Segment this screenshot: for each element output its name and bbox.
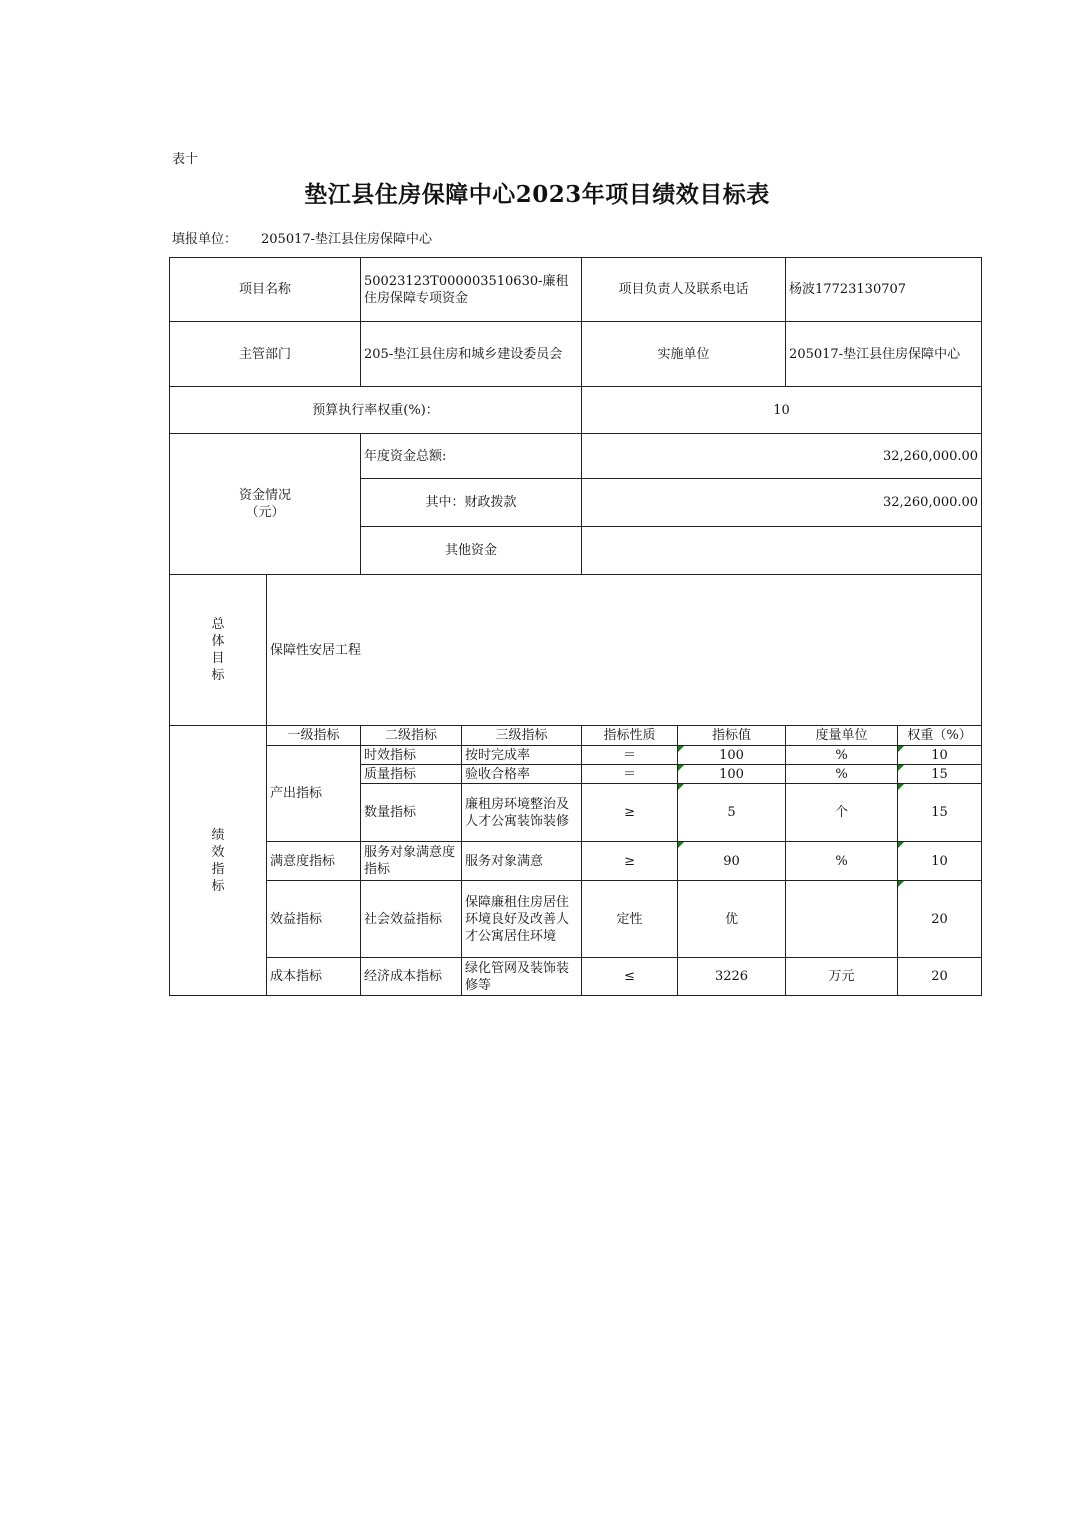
perf-value: 3226 bbox=[678, 958, 786, 996]
perf-nature: ≥ bbox=[582, 842, 678, 881]
perf-unit: 万元 bbox=[786, 958, 898, 996]
perf-l2: 社会效益指标 bbox=[361, 881, 462, 958]
perf-header-weight: 权重（%） bbox=[898, 726, 982, 746]
dept-value: 205-垫江县住房和城乡建设委员会 bbox=[361, 322, 582, 387]
perf-l3: 绿化管网及装饰装修等 bbox=[462, 958, 582, 996]
table-row bbox=[170, 746, 982, 765]
table-number: 表十 bbox=[172, 152, 199, 167]
perf-unit: % bbox=[786, 842, 898, 881]
project-name-value: 50023123T000003510630-廉租住房保障专项资金 bbox=[361, 258, 582, 322]
perf-l2: 服务对象满意度指标 bbox=[361, 842, 462, 881]
perf-l1: 产出指标 bbox=[267, 746, 361, 842]
perf-header-row bbox=[170, 726, 982, 746]
department-row bbox=[170, 322, 982, 387]
table-row bbox=[170, 842, 982, 881]
project-name-label: 项目名称 bbox=[170, 258, 361, 322]
perf-value: 100 bbox=[678, 765, 786, 784]
perf-nature: ＝ bbox=[582, 765, 678, 784]
overall-goal-label: 总体目标 bbox=[170, 575, 267, 726]
perf-l3: 廉租房环境整治及人才公寓装饰装修 bbox=[462, 784, 582, 842]
overall-goal-row bbox=[170, 575, 982, 726]
perf-weight: 15 bbox=[898, 784, 982, 842]
perf-unit: % bbox=[786, 746, 898, 765]
perf-l3: 保障廉租住房居住环境良好及改善人才公寓居住环境 bbox=[462, 881, 582, 958]
perf-weight: 20 bbox=[898, 881, 982, 958]
perf-unit: % bbox=[786, 765, 898, 784]
table-row bbox=[170, 881, 982, 958]
funds-total-value: 32,260,000.00 bbox=[582, 434, 982, 479]
perf-l1: 效益指标 bbox=[267, 881, 361, 958]
perf-value: 100 bbox=[678, 746, 786, 765]
budget-weight-label: 预算执行率权重(%)： bbox=[170, 387, 582, 434]
perf-l2: 质量指标 bbox=[361, 765, 462, 784]
page-title: 垫江县住房保障中心2023年项目绩效目标表 bbox=[304, 181, 770, 208]
perf-weight: 20 bbox=[898, 958, 982, 996]
perf-weight: 10 bbox=[898, 746, 982, 765]
perf-label: 绩效指标 bbox=[170, 726, 267, 996]
budget-weight-row bbox=[170, 387, 982, 434]
contact-label: 项目负责人及联系电话 bbox=[582, 258, 786, 322]
perf-l3: 验收合格率 bbox=[462, 765, 582, 784]
fill-unit-line bbox=[172, 228, 432, 247]
budget-weight-value: 10 bbox=[582, 387, 982, 434]
overall-goal-value: 保障性安居工程 bbox=[267, 575, 982, 726]
perf-value: 5 bbox=[678, 784, 786, 842]
perf-nature: ≤ bbox=[582, 958, 678, 996]
perf-l3: 服务对象满意 bbox=[462, 842, 582, 881]
funds-total-label: 年度资金总额: bbox=[361, 434, 582, 479]
perf-header-value: 指标值 bbox=[678, 726, 786, 746]
funds-fiscal-value: 32,260,000.00 bbox=[582, 479, 982, 527]
fill-unit-label: 填报单位： bbox=[172, 232, 238, 247]
perf-nature: ≥ bbox=[582, 784, 678, 842]
impl-value: 205017-垫江县住房保障中心 bbox=[786, 322, 982, 387]
impl-label: 实施单位 bbox=[582, 322, 786, 387]
fill-unit-value: 205017-垫江县住房保障中心 bbox=[261, 232, 433, 247]
perf-nature: ＝ bbox=[582, 746, 678, 765]
perf-value: 90 bbox=[678, 842, 786, 881]
perf-header-nature: 指标性质 bbox=[582, 726, 678, 746]
perf-l1: 成本指标 bbox=[267, 958, 361, 996]
perf-weight: 15 bbox=[898, 765, 982, 784]
funds-total-row bbox=[170, 434, 982, 479]
performance-target-table bbox=[169, 257, 982, 996]
funds-other-value bbox=[582, 527, 982, 575]
dept-label: 主管部门 bbox=[170, 322, 361, 387]
funds-other-label: 其他资金 bbox=[361, 527, 582, 575]
project-name-row bbox=[170, 258, 982, 322]
perf-unit: 个 bbox=[786, 784, 898, 842]
perf-value: 优 bbox=[678, 881, 786, 958]
contact-value: 杨波17723130707 bbox=[786, 258, 982, 322]
perf-l2: 时效指标 bbox=[361, 746, 462, 765]
perf-l1: 满意度指标 bbox=[267, 842, 361, 881]
perf-unit bbox=[786, 881, 898, 958]
perf-header-l2: 二级指标 bbox=[361, 726, 462, 746]
perf-nature: 定性 bbox=[582, 881, 678, 958]
table-row bbox=[170, 958, 982, 996]
perf-weight: 10 bbox=[898, 842, 982, 881]
perf-header-unit: 度量单位 bbox=[786, 726, 898, 746]
perf-l2: 数量指标 bbox=[361, 784, 462, 842]
perf-header-l3: 三级指标 bbox=[462, 726, 582, 746]
funds-label: 资金情况（元） bbox=[170, 434, 361, 575]
perf-l3: 按时完成率 bbox=[462, 746, 582, 765]
perf-l2: 经济成本指标 bbox=[361, 958, 462, 996]
perf-header-l1: 一级指标 bbox=[267, 726, 361, 746]
funds-fiscal-label: 其中：财政拨款 bbox=[361, 479, 582, 527]
